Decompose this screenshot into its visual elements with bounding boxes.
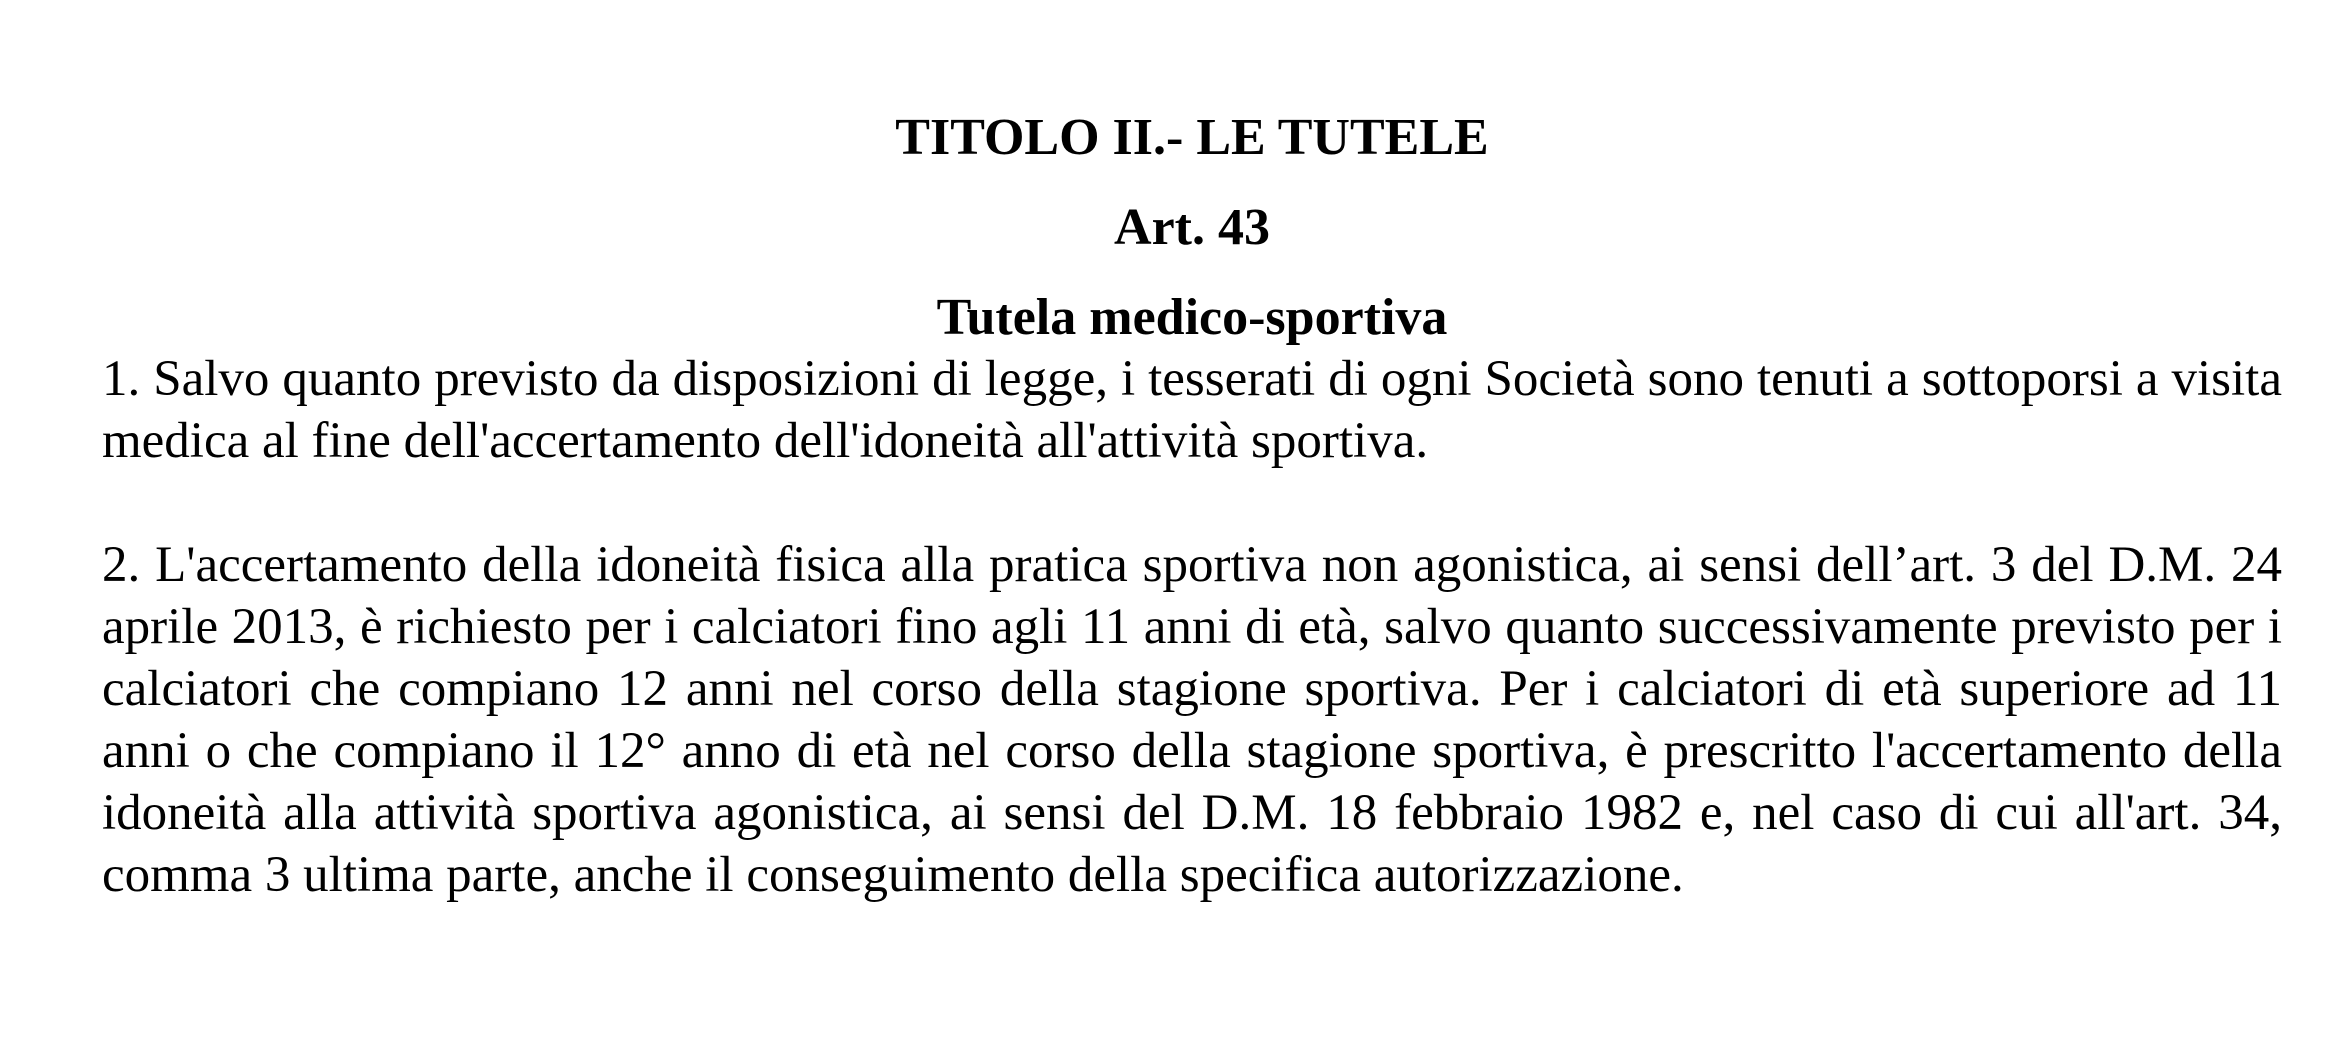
document-page bbox=[102, 108, 2282, 906]
paragraph-1: 1. Salvo quanto previsto da disposizioni di legge, i tesserati di ogni Società sono tenuti a sottoporsi a visita medica al fine dell'accertamento dell'idoneità all'attività sportiva. bbox=[102, 351, 2282, 469]
paragraph-2: 2. L'accertamento della idoneità fisica alla pratica sportiva non agonistica, ai sensi dell’art. 3 del D.M. 24 aprile 2013, è richiesto per i calciatori fino agli 11 anni di età, salvo quanto successivamente previsto per i calciatori che compiano 12 anni nel corso della stagione sportiva. Per i calciatori di età superiore ad 11 anni o che compiano il 12° anno di età nel corso della stagione sportiva, è prescritto l'accertamento della idoneità alla attività sportiva agonistica, ai sensi del D.M. 18 febbraio 1982 e, nel caso di cui all'art. 34, comma 3 ultima parte, anche il conseguimento della specifica autorizzazione. bbox=[102, 537, 2282, 903]
title-heading: TITOLO II.- LE TUTELE bbox=[895, 109, 1489, 166]
article-subtitle: Tutela medico-sportiva bbox=[936, 289, 1448, 346]
article-number: Art. 43 bbox=[1114, 199, 1270, 256]
